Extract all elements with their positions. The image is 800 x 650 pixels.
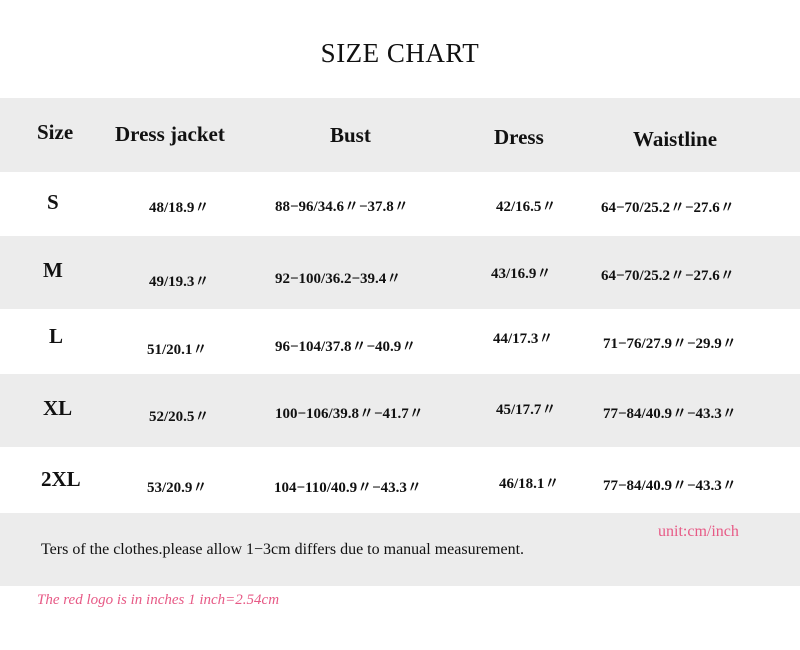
size-label: XL: [43, 396, 73, 420]
waistline-value: 71−76/27.9〃−29.9〃: [603, 336, 737, 352]
waistline-value: 64−70/25.2〃−27.6〃: [601, 200, 735, 216]
waistline-value: 77−84/40.9〃−43.3〃: [603, 406, 737, 422]
header-bust: Bust: [330, 123, 371, 147]
page-title: SIZE CHART: [320, 38, 480, 68]
measurement-note: Ters of the clothes.please allow 1−3cm differs due to manual measurement.: [41, 541, 525, 558]
header-waistline: Waistline: [633, 127, 718, 151]
bust-value: 104−110/40.9〃−43.3〃: [274, 480, 422, 496]
dress-jacket-value: 48/18.9〃: [149, 200, 210, 216]
dress-value: 43/16.9〃: [491, 266, 552, 282]
bust-value: 96−104/37.8〃−40.9〃: [275, 339, 417, 355]
bust-value: 100−106/39.8〃−41.7〃: [275, 406, 424, 422]
dress-value: 44/17.3〃: [493, 331, 554, 347]
bust-value: 92−100/36.2−39.4〃: [275, 271, 402, 287]
header-size: Size: [37, 120, 74, 144]
bust-value: 88−96/34.6〃−37.8〃: [275, 199, 409, 215]
size-label: L: [49, 324, 64, 348]
size-label: 2XL: [41, 467, 81, 491]
header-dress: Dress: [494, 125, 544, 149]
waistline-value: 64−70/25.2〃−27.6〃: [601, 268, 735, 284]
header-dress-jacket: Dress jacket: [115, 122, 225, 146]
dress-value: 42/16.5〃: [496, 199, 557, 215]
dress-value: 46/18.1〃: [499, 476, 560, 492]
dress-jacket-value: 52/20.5〃: [149, 409, 210, 425]
dress-value: 45/17.7〃: [496, 402, 557, 418]
size-label: M: [43, 258, 63, 282]
inch-conversion-note: The red logo is in inches 1 inch=2.54cm: [37, 592, 280, 608]
dress-jacket-value: 53/20.9〃: [147, 480, 208, 496]
unit-label: unit:cm/inch: [658, 523, 739, 540]
size-label: S: [47, 190, 59, 214]
dress-jacket-value: 51/20.1〃: [147, 342, 208, 358]
waistline-value: 77−84/40.9〃−43.3〃: [603, 478, 737, 494]
dress-jacket-value: 49/19.3〃: [149, 274, 210, 290]
